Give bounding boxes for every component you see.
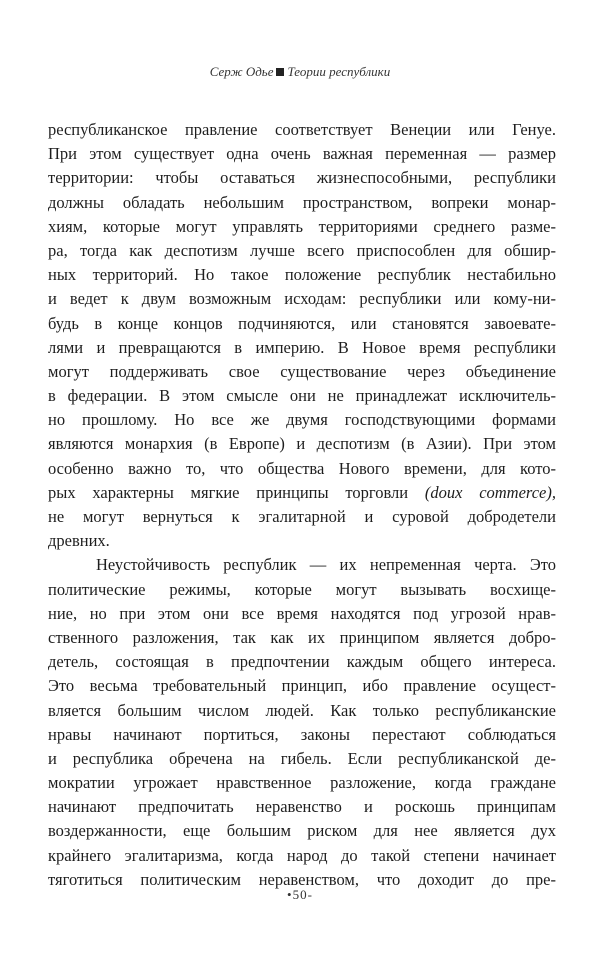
line-content xyxy=(48,529,110,553)
text-line xyxy=(48,166,556,190)
line-content xyxy=(48,118,556,142)
square-separator-icon xyxy=(276,68,284,76)
line-content xyxy=(48,674,556,698)
text-line xyxy=(48,844,556,868)
text-line xyxy=(48,191,556,215)
line-content xyxy=(48,602,556,626)
line-text: не могут вернуться к эгалитарной и суровой добродетели xyxy=(48,507,556,526)
text-line xyxy=(48,336,556,360)
page-body xyxy=(48,118,556,892)
line-text: Неустойчивость республик — их непременная черта. Это xyxy=(96,555,556,575)
line-text: республиканское правление соответствует Венеции или Генуе. xyxy=(48,120,556,139)
line-content xyxy=(48,408,556,432)
line-text: воздержанности, еще большим риском для нее является дух xyxy=(48,821,556,841)
header-title: Теории республики xyxy=(287,64,391,79)
line-text: в федерации. В этом смысле они не принадлежат исключитель- xyxy=(48,386,556,406)
line-content xyxy=(48,578,556,602)
line-content xyxy=(48,384,556,408)
line-content xyxy=(48,166,556,190)
line-text: детель, состоящая в предпочтении каждым общего интереса. xyxy=(48,652,556,672)
line-text: ственного разложения, так как их принципом является добро- xyxy=(48,627,556,647)
line-text: будь в конце концов подчиняются, или становятся завоевате- xyxy=(48,313,556,333)
text-line xyxy=(48,118,556,142)
text-line xyxy=(48,239,556,263)
line-text: Это весьма требовательный принцип, ибо правление осущест- xyxy=(48,676,556,696)
line-text: территории: чтобы оставаться жизнеспособными, республики xyxy=(48,168,556,188)
line-content xyxy=(96,553,556,577)
text-line xyxy=(48,384,556,408)
text-line xyxy=(48,142,556,166)
text-line xyxy=(48,529,556,553)
text-line xyxy=(48,771,556,795)
header-author: Серж Одье xyxy=(209,64,274,79)
line-text: ных территорий. Но такое положение республик нестабильно xyxy=(48,265,556,285)
line-text: При этом существует одна очень важная переменная — размер xyxy=(48,144,556,164)
text-line xyxy=(48,650,556,674)
line-content xyxy=(48,505,556,529)
line-content xyxy=(48,239,556,263)
line-content xyxy=(48,650,556,674)
line-text: крайнего эгалитаризма, когда народ до такой степени начинает xyxy=(48,845,556,865)
text-line xyxy=(48,215,556,239)
text-line xyxy=(48,408,556,432)
text-line xyxy=(48,578,556,602)
line-content xyxy=(48,481,556,505)
line-text: но прошлому. Но все же двумя господствующими формами xyxy=(48,410,556,430)
line-text: и ведет к двум возможным исходам: республики или кому-ни- xyxy=(48,289,556,309)
line-content xyxy=(48,699,556,723)
line-text: мократии угрожает нравственное разложение, когда граждане xyxy=(48,773,556,793)
line-text: древних. xyxy=(48,531,110,551)
text-line xyxy=(48,457,556,481)
text-line xyxy=(48,747,556,771)
line-content xyxy=(48,795,556,819)
line-content xyxy=(48,432,556,456)
line-content xyxy=(48,747,556,771)
text-line xyxy=(48,699,556,723)
line-content xyxy=(48,263,556,287)
line-text: ра, тогда как деспотизм лучше всего приспособлен для обшир- xyxy=(48,240,556,260)
line-text: рых характерны мягкие принципы торговли xyxy=(48,482,409,502)
text-line xyxy=(48,553,556,577)
line-content xyxy=(48,336,556,360)
line-text: особенно важно то, что общества Нового времени, для кото- xyxy=(48,458,556,478)
line-content xyxy=(48,457,556,481)
text-line xyxy=(48,481,556,505)
running-header xyxy=(0,64,600,80)
line-content xyxy=(48,360,556,384)
line-content xyxy=(48,723,556,747)
text-line xyxy=(48,819,556,843)
text-line xyxy=(48,287,556,311)
text-line xyxy=(48,723,556,747)
line-content xyxy=(48,215,556,239)
text-line xyxy=(48,602,556,626)
text-line xyxy=(48,312,556,336)
line-text: и республика обречена на гибель. Если республиканской де- xyxy=(48,748,556,768)
text-line xyxy=(48,626,556,650)
line-text: начинают предпочитать неравенство и роскошь принципам xyxy=(48,797,556,817)
paragraph xyxy=(48,553,556,892)
text-line xyxy=(48,505,556,529)
line-content xyxy=(48,191,556,215)
text-line xyxy=(48,674,556,698)
line-content xyxy=(48,142,556,166)
line-text: могут поддерживать свое существование через объединение xyxy=(48,361,556,381)
italic-phrase: (doux commerce), xyxy=(424,482,556,502)
line-text: должны обладать небольшим пространством, вопреки монар- xyxy=(48,192,556,212)
text-line xyxy=(48,795,556,819)
text-line xyxy=(48,360,556,384)
line-text: тяготиться политическим неравенством, что доходит до пре- xyxy=(48,869,556,889)
text-line xyxy=(48,263,556,287)
paragraph xyxy=(48,118,556,553)
line-content xyxy=(48,771,556,795)
line-content xyxy=(48,312,556,336)
line-text: нравы начинают портиться, законы перестают соблюдаться xyxy=(48,724,556,744)
line-text: хиям, которые могут управлять территориями среднего разме- xyxy=(48,216,556,236)
text-line xyxy=(48,432,556,456)
page-number: •50- xyxy=(287,887,313,902)
line-text: являются монархия (в Европе) и деспотизм (в Азии). При этом xyxy=(48,434,556,454)
line-content xyxy=(48,844,556,868)
line-text: ние, но при этом они все время находятся под угрозой нрав- xyxy=(48,603,556,623)
line-content xyxy=(48,819,556,843)
line-text: вляется большим числом людей. Как только республиканские xyxy=(48,700,556,720)
line-content xyxy=(48,626,556,650)
line-content xyxy=(48,287,556,311)
line-text: политические режимы, которые могут вызывать восхище- xyxy=(48,579,556,599)
line-text: лями и превращаются в империю. В Новое время республики xyxy=(48,337,556,357)
